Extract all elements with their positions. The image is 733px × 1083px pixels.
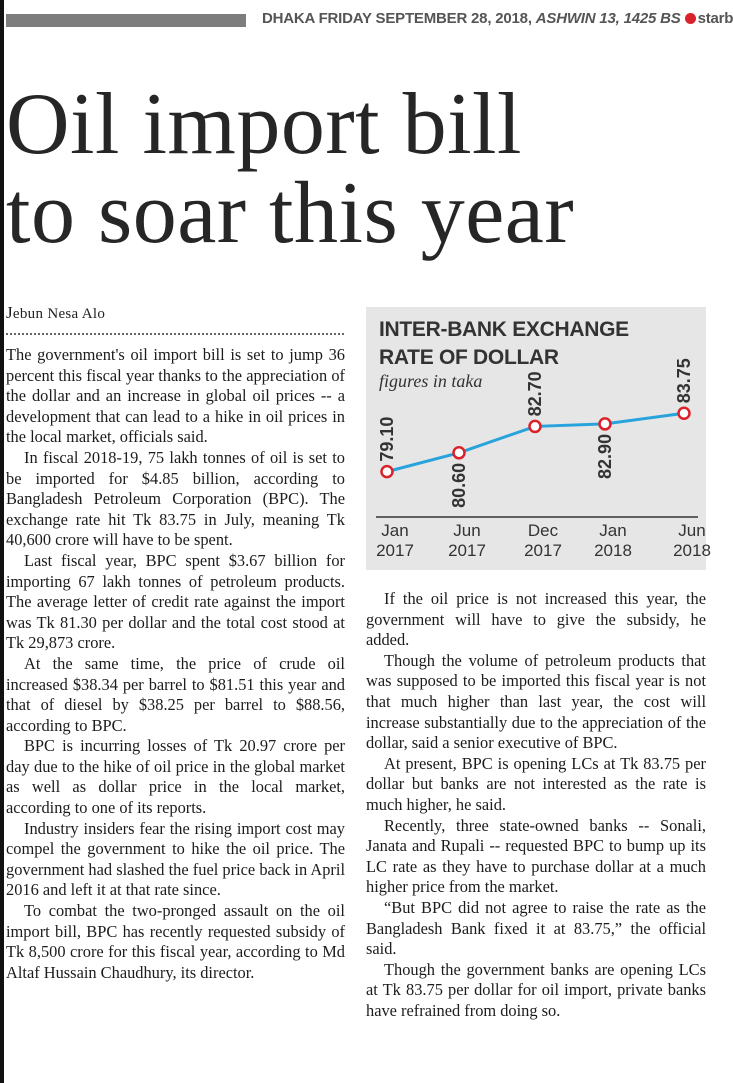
x-tick-label (513, 521, 573, 561)
x-tick-month: Jan (381, 521, 409, 540)
x-tick-label (662, 521, 722, 561)
headline-line-2: to soar this year (6, 165, 575, 262)
brand-dot-icon (685, 13, 696, 24)
x-tick-year: 2018 (594, 541, 632, 560)
x-tick-label (583, 521, 643, 561)
paragraph: To combat the two-pronged assault on the oil import bill, BPC has recently requested subsidy of Tk 8,500 crore for this fiscal year, according to Md Altaf Hussain Chaudhury, its director. (6, 901, 345, 982)
body-column-right (366, 589, 706, 1021)
chart-title-line-1: INTER-BANK EXCHANGE (379, 318, 629, 341)
paragraph: In fiscal 2018-19, 75 lakh tonnes of oil is set to be imported for $4.85 billion, according to Bangladesh Petroleum Corporation (BPC). The exchange rate hit Tk 83.75 in July, meaning Tk 40,600 crore will have to be spent. (6, 447, 345, 550)
page-edge-rule (0, 0, 4, 1083)
paragraph: BPC is incurring losses of Tk 20.97 crore per day due to the hike of oil price in the global market as well as dollar price in the local market, according to one of its reports. (6, 736, 345, 818)
data-point (679, 408, 690, 419)
byline-divider (6, 333, 344, 335)
x-tick-year: 2017 (524, 541, 562, 560)
byline: Jebun Nesa Alo (6, 303, 106, 322)
x-tick-year: 2017 (376, 541, 414, 560)
x-tick-month: Jun (678, 521, 706, 540)
dateline-date: DHAKA FRIDAY SEPTEMBER 28, 2018, (262, 10, 532, 27)
x-tick-year: 2017 (448, 541, 486, 560)
data-point (600, 418, 611, 429)
headline (6, 76, 716, 262)
headline-line-1: Oil import bill (6, 76, 522, 173)
x-tick-month: Jun (453, 521, 481, 540)
data-label: 82.90 (595, 433, 615, 479)
paragraph: If the oil price is not increased this year, the government will have to give the subsidy, he added. (366, 589, 706, 650)
masthead-bar (6, 14, 246, 27)
paragraph: “But BPC did not agree to raise the rate as the Bangladesh Bank fixed it at 83.75,” the official said. (366, 897, 706, 959)
chart-title-line-2: RATE OF DOLLAR (379, 346, 559, 369)
brand-name: starb (697, 10, 733, 27)
data-point (382, 466, 393, 477)
exchange-rate-chart (366, 307, 711, 570)
dateline (262, 10, 733, 27)
paragraph: Industry insiders fear the rising import cost may compel the government to hike the oil price. The government had slashed the fuel price back in April 2016 and left it at that rate since. (6, 818, 345, 900)
x-tick-month: Jan (599, 521, 627, 540)
paragraph: Though the volume of petroleum products that was supposed to be imported this fiscal year is not that much higher than last year, the cost will increase substantially due to the appreciation of the dollar, said a senior executive of BPC. (366, 650, 706, 753)
data-label: 82.70 (525, 371, 545, 417)
chart-subtitle: figures in taka (379, 371, 483, 391)
data-label: 83.75 (674, 358, 694, 404)
data-label: 79.10 (377, 416, 397, 462)
paragraph: Last fiscal year, BPC spent $3.67 billion for importing 67 lakh tonnes of petroleum products. The average letter of credit rate against the import was Tk 81.30 per dollar and the total cost stood at Tk 29,873 crore. (6, 550, 345, 653)
x-tick-label (437, 521, 497, 561)
body-column-left (6, 345, 345, 983)
paragraph: Recently, three state-owned banks -- Sonali, Janata and Rupali -- requested BPC to bump up its LC rate as they have to purchase dollar at a much higher price from the market. (366, 815, 706, 897)
data-label: 80.60 (449, 462, 469, 508)
x-tick-year: 2018 (673, 541, 711, 560)
paragraph: Though the government banks are opening LCs at Tk 83.75 per dollar for oil import, private banks have refrained from doing so. (366, 959, 706, 1020)
dateline-bangla-date: ASHWIN 13, 1425 BS (535, 10, 681, 27)
paragraph: At present, BPC is opening LCs at Tk 83.75 per dollar but banks are not interested as the rate is much higher, he said. (366, 753, 706, 814)
x-tick-month: Dec (527, 521, 559, 540)
paragraph: The government's oil import bill is set to jump 36 percent this fiscal year thanks to the appreciation of the dollar and an increase in global oil prices -- a development that can lead to a hike in oil prices in the local market, officials said. (6, 345, 345, 447)
data-point (530, 421, 541, 432)
x-tick-label (365, 521, 425, 561)
paragraph: At the same time, the price of crude oil increased $38.34 per barrel to $81.51 this year and that of diesel by $38.25 per barrel to $88.56, according to BPC. (6, 653, 345, 735)
data-point (454, 447, 465, 458)
